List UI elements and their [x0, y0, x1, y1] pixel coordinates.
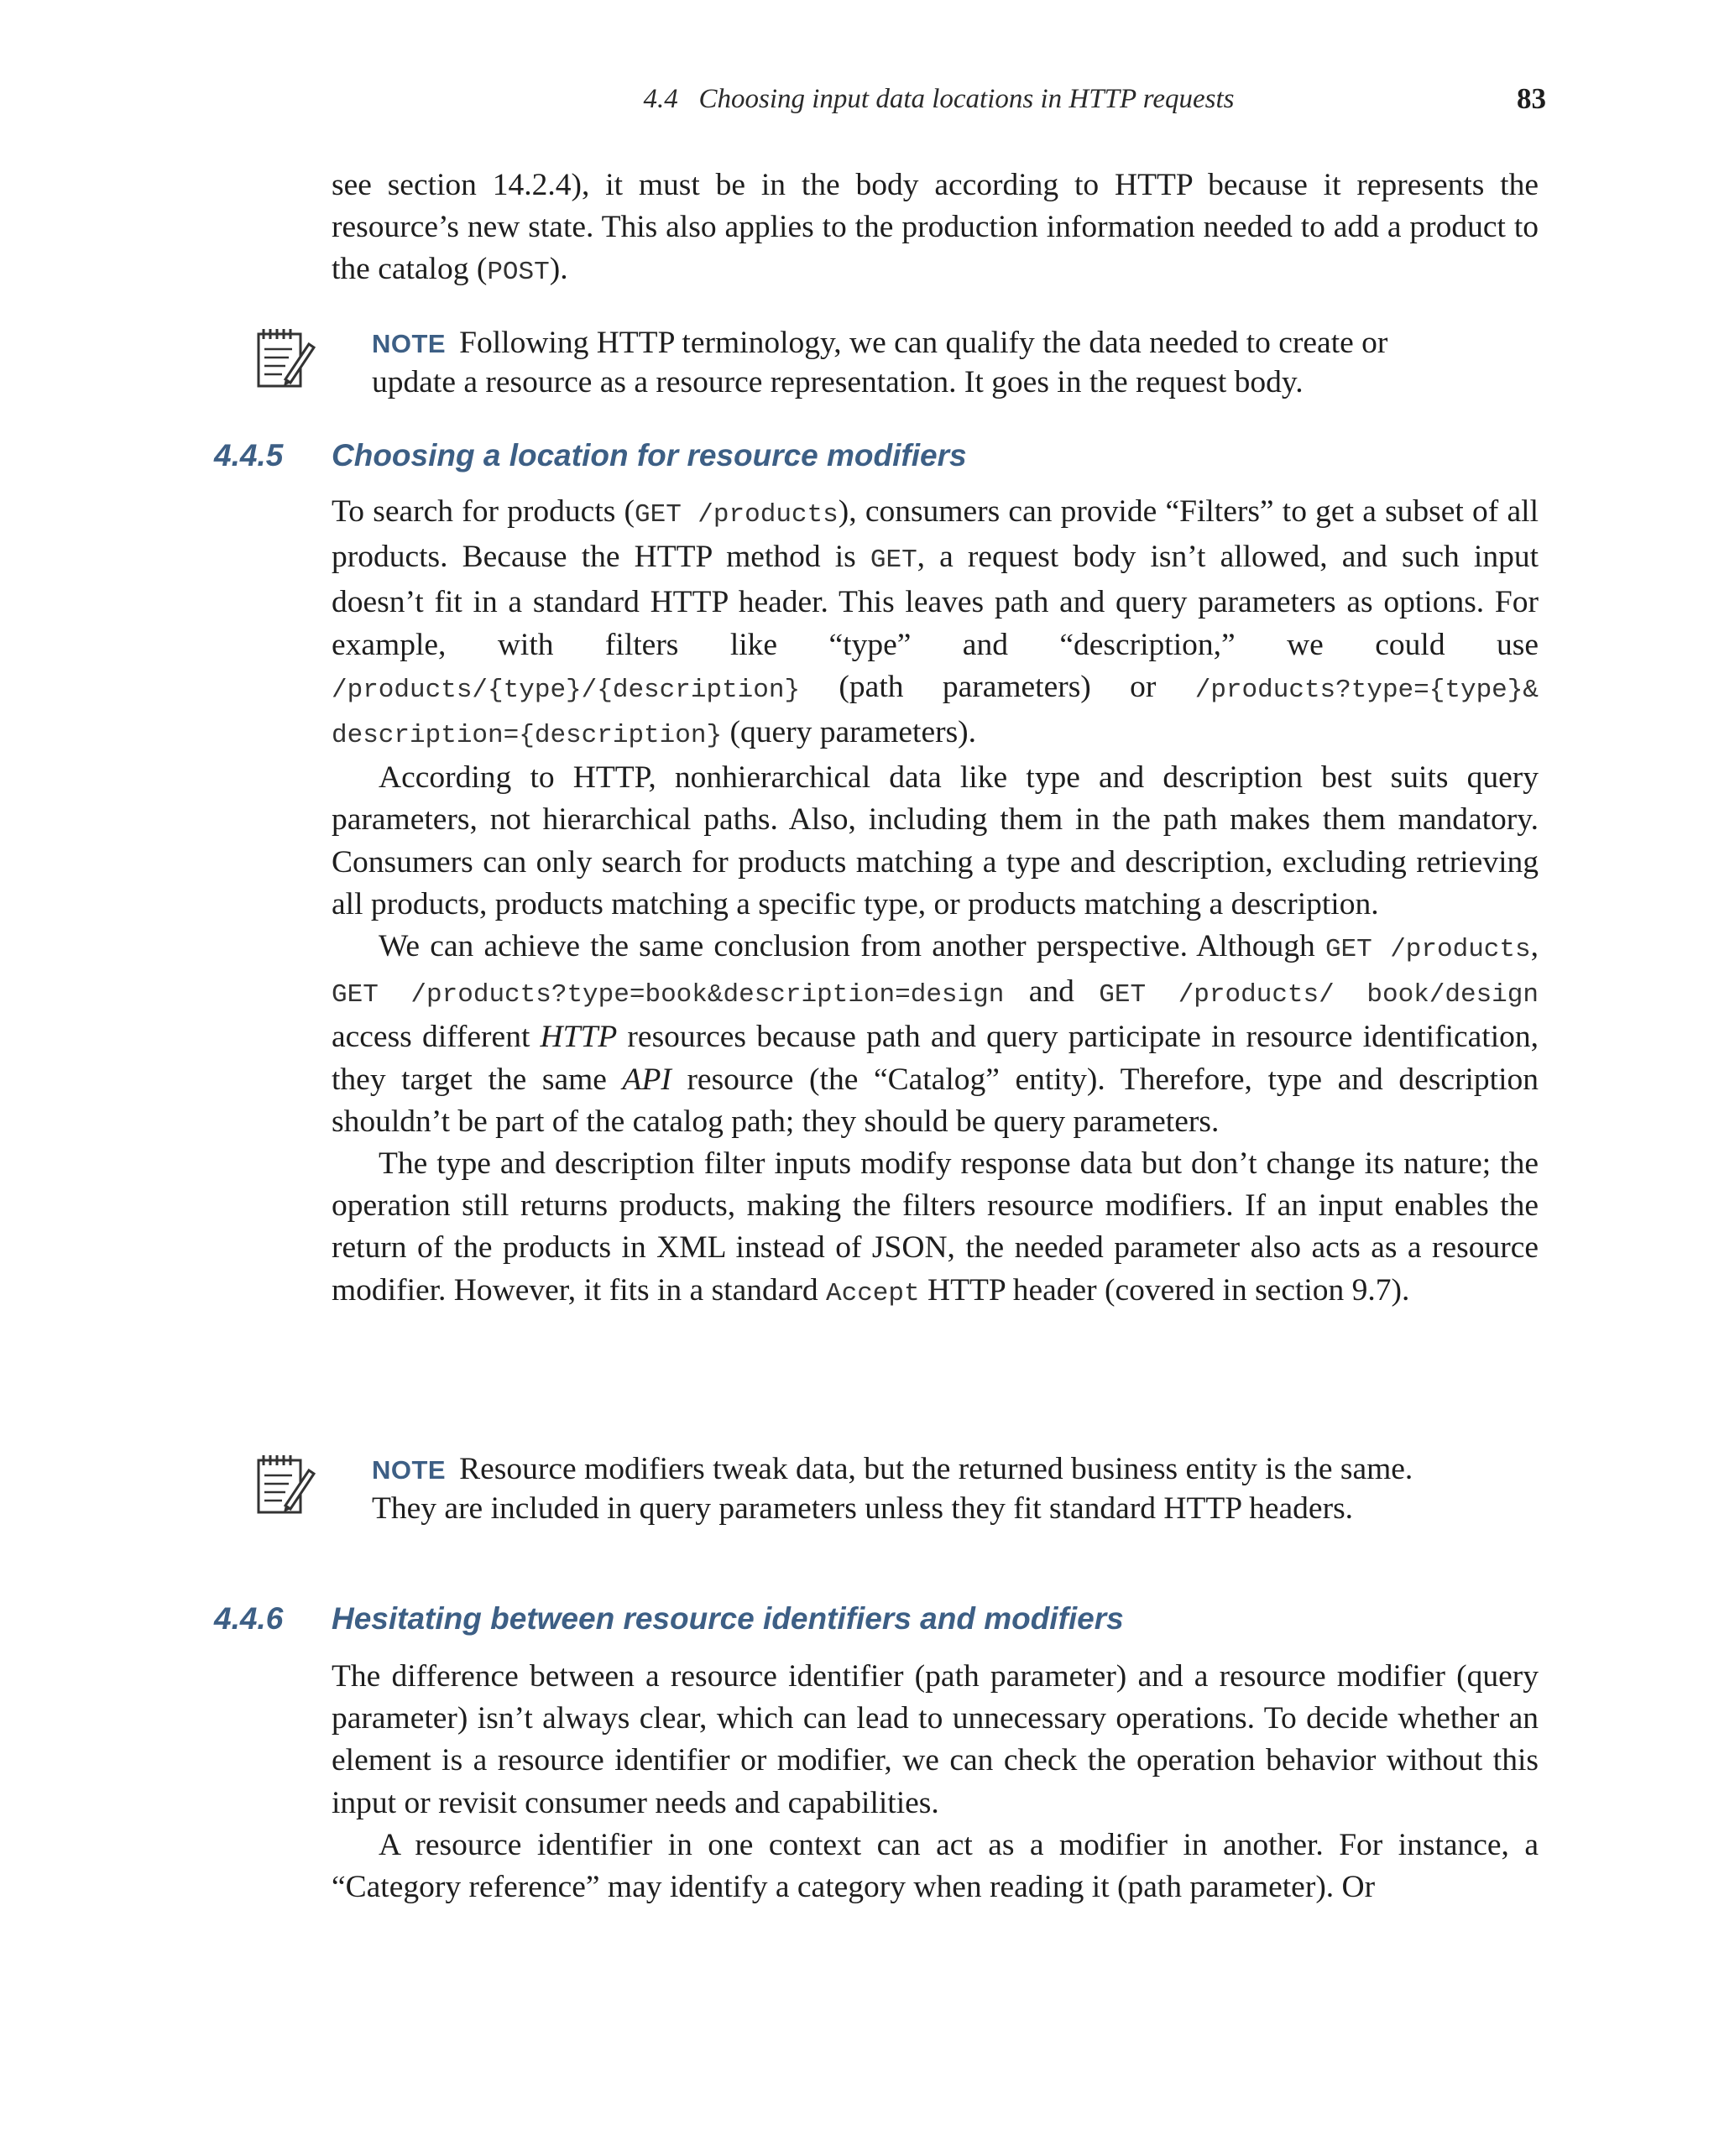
note-box	[252, 1450, 1469, 1576]
text-run: Following HTTP terminology, we can qualify the data needed to create or update a resource as a resource representation. It goes in the request body.	[372, 326, 1388, 399]
text-run: , a request body isn’t allowed, and such input doesn’t fit in a standard HTTP header. This leaves path and query parameters as options. For example, with filters like “type” and “description,” we could use	[332, 540, 1539, 662]
paragraph	[332, 1143, 1539, 1315]
text-run: (query parameters).	[722, 715, 977, 750]
inline-code: Accept	[825, 1278, 920, 1308]
running-head	[332, 81, 1546, 117]
text-run: see section 14.2.4), it must be in the body according to HTTP because it represents the resource’s new state. This also applies to the production information needed to add a product to the catalog (	[332, 168, 1539, 287]
text-run: To search for products (	[332, 494, 635, 529]
text-run: ,	[1530, 929, 1539, 964]
note-text	[372, 324, 1469, 402]
note-label: NOTE	[372, 1455, 447, 1485]
note-text	[372, 1450, 1469, 1528]
section-heading-4-4-6	[214, 1597, 1557, 1641]
text-run: ), consumers can provide “Filters” to get a subset of all products. Because the HTTP method is	[332, 494, 1539, 575]
text-run: access different	[332, 1020, 541, 1055]
section-number: 4.4.5	[214, 438, 284, 472]
inline-code: GET /products	[635, 500, 839, 530]
note-box	[252, 324, 1469, 408]
text-run: HTTP header (covered in section 9.7).	[919, 1272, 1410, 1308]
note-label: NOTE	[372, 329, 447, 358]
section-title: Hesitating between resource identifiers and modifiers	[332, 1601, 1124, 1636]
notepad-pencil-icon	[252, 1452, 319, 1519]
text-run: resource (the “Catalog” entity). Therefore, type and description shouldn’t be part of the catalog path; they should be query parameters.	[332, 1062, 1539, 1139]
intro-paragraph	[332, 164, 1539, 295]
section-heading-4-4-5	[214, 434, 1557, 478]
paragraph: The difference between a resource identifier (path parameter) and a resource modifier (query parameter) isn’t always clear, which can lead to unnecessary operations. To decide whether an element is a resource identifier or modifier, we can check the operation behavior without this input or revisit consumer needs and capabilities.	[332, 1659, 1539, 1820]
inline-code: POST	[487, 258, 550, 288]
paragraph	[332, 164, 1539, 295]
section-number: 4.4.6	[214, 1601, 284, 1636]
paragraph: A resource identifier in one context can act as a modifier in another. For instance, a “Category reference” may identify a category when reading it (path parameter). Or	[332, 1827, 1539, 1905]
running-title: 4.4 Choosing input data locations in HTTP requests	[643, 84, 1235, 114]
text-run: Resource modifiers tweak data, but the returned business entity is the same. They are included in query parameters unless they fit standard HTTP headers.	[372, 1452, 1413, 1526]
inline-code: GET /products	[1325, 935, 1531, 965]
inline-code: GET	[870, 546, 917, 576]
text-run: ).	[549, 252, 568, 287]
inline-code: /products?type={type}& description={description}	[332, 675, 1539, 751]
italic-term: HTTP	[540, 1020, 618, 1055]
paragraph: According to HTTP, nonhierarchical data like type and description best suits query parameters, not hierarchical paths. Also, including them in the path makes them mandatory. Consumers can only search for products matching a type and description, excluding retrieving all products, products matching a specific type, or products matching a description.	[332, 760, 1539, 921]
section-4-4-6-body	[332, 1656, 1539, 1908]
notepad-pencil-icon	[252, 326, 319, 393]
text-run: The type and description filter inputs modify response data but don’t change its nature; the operation still returns products, making the filters resource modifiers. If an input enables the return of the products in XML instead of JSON, the needed parameter also acts as a resource modifier. However, it fits in a standard	[332, 1146, 1539, 1308]
text-run: and	[1004, 974, 1100, 1010]
italic-term: API	[622, 1062, 671, 1097]
page-number: 83	[1517, 82, 1546, 115]
inline-code: GET /products?type=book&description=design	[332, 980, 1005, 1010]
paragraph	[332, 926, 1539, 1143]
section-4-4-5-body	[332, 491, 1539, 1315]
paragraph	[332, 491, 1539, 757]
inline-code: /products/{type}/{description}	[332, 675, 801, 705]
section-title: Choosing a location for resource modifiers	[332, 438, 967, 472]
text-run: (path parameters) or	[800, 669, 1195, 704]
text-run: We can achieve the same conclusion from another perspective. Although	[379, 929, 1325, 964]
inline-code: GET /products/ book/design	[1099, 980, 1539, 1010]
text-run: resources because path and query participate in resource identification, they target the same	[332, 1020, 1539, 1097]
